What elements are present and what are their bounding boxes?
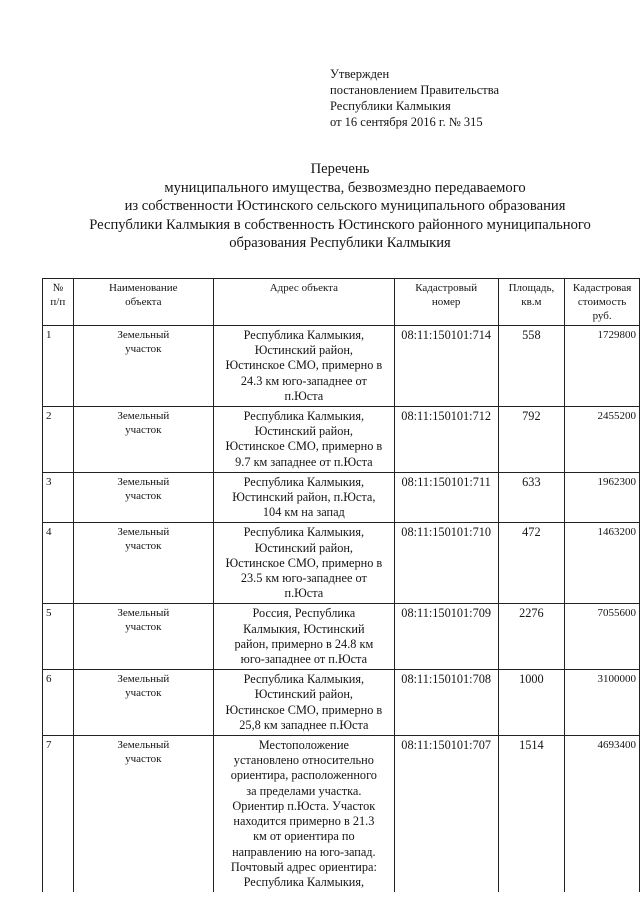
row-address [213,472,394,523]
header-cadastral [394,279,498,326]
table-row [43,472,640,523]
row-cadastral-value: 1729800 [565,326,640,407]
title-line: из собственности Юстинского сельского муниципального образования [124,198,566,214]
row-num: 1 [43,326,74,407]
row-num: 5 [43,604,74,670]
row-address-line: Юстинский район, п.Юста, [232,490,376,505]
row-address-line: за пределами участка. [246,783,362,798]
header-name [73,279,213,326]
row-address-line: 23.5 км юго-западнее от [240,571,367,586]
row-address-line: 25,8 км западнее п.Юста [239,717,369,732]
row-address-line: Ориентир п.Юста. Участок [232,798,376,813]
row-object-name [73,736,213,893]
row-cadastral-number: 08:11:150101:714 [394,326,498,407]
property-table [42,278,640,892]
row-object-name-line: Земельный [117,410,170,423]
approval-line: постановлением Правительства [330,83,500,97]
row-object-name-line: участок [125,540,162,553]
row-object-name-line: участок [125,621,162,634]
row-object-name-line: Земельный [117,673,170,686]
row-address-line: установлено относительно [233,753,374,768]
row-cadastral-number: 08:11:150101:709 [394,604,498,670]
row-area: 2276 [498,604,565,670]
row-address-line: Республика Калмыкия, [243,474,365,489]
row-cadastral-number: 08:11:150101:710 [394,523,498,604]
row-cadastral-number: 08:11:150101:712 [394,407,498,473]
row-address-line: Республика Калмыкия, [243,672,365,687]
row-address [213,670,394,736]
approval-line: Республики Калмыкия [330,99,451,113]
row-address [213,407,394,473]
row-area: 1514 [498,736,565,893]
header-value [565,279,640,326]
row-address-line: Юстинское СМО, примерно в [225,702,383,717]
row-address-line: Республика Калмыкия, [243,328,365,342]
row-object-name-line: Земельный [117,329,170,341]
row-object-name [73,326,213,407]
header-address-line: Адрес объекта [269,282,338,294]
header-num [43,279,74,326]
row-address-line: п.Юста [284,586,324,601]
row-object-name [73,604,213,670]
row-object-name-line: участок [125,753,162,766]
row-area: 1000 [498,670,565,736]
header-num-line: п/п [50,296,66,308]
row-object-name [73,407,213,473]
row-address-line: район, примерно в 24.8 км [234,636,374,651]
row-cadastral-value: 2455200 [565,407,640,473]
row-address-line: ориентира, расположенного [230,768,377,783]
row-object-name-line: Земельный [117,739,170,752]
header-name-line: объекта [125,296,162,308]
approval-line: Утвержден [330,67,390,81]
row-object-name-line: Земельный [117,475,170,488]
row-object-name-line: Земельный [117,607,170,620]
row-address-line: Почтовый адрес ориентира: [230,859,377,874]
header-cadastral-line: номер [431,296,461,308]
document-title [40,160,640,253]
row-object-name-line: участок [125,424,162,437]
title-line: Республики Калмыкия в собственность Юстинского районного муниципального [89,216,591,233]
row-object-name-line: участок [125,489,162,502]
header-area-line: кв.м [521,296,542,308]
header-value-line: Кадастровая [572,282,632,294]
row-area: 472 [498,523,565,604]
row-num: 4 [43,523,74,604]
row-cadastral-number: 08:11:150101:711 [394,472,498,523]
row-address-line: находится примерно в 21.3 [233,814,375,829]
header-address [213,279,394,326]
row-address-line: Местоположение [258,738,350,753]
row-address [213,604,394,670]
header-area [498,279,565,326]
row-object-name [73,670,213,736]
table-row [43,604,640,670]
row-address-line: Юстинский район, [254,343,353,358]
row-cadastral-value: 7055600 [565,604,640,670]
row-object-name-line: Земельный [117,526,170,539]
row-cadastral-number: 08:11:150101:707 [394,736,498,893]
row-address-line: п.Юста [284,388,324,403]
table-row [43,736,640,893]
row-address-line: Республика Калмыкия, [243,409,365,424]
title-line: Перечень [310,161,370,177]
row-address-line: 24.3 км юго-западнее от [240,373,367,388]
row-address [213,523,394,604]
row-address-line: 104 км на запад [262,505,345,520]
table-header-row [43,279,640,326]
header-cadastral-line: Кадастровый [415,282,478,294]
row-num: 6 [43,670,74,736]
row-address-line: Юстинский район, [254,424,353,439]
header-name-line: Наименование [109,282,178,294]
row-area: 792 [498,407,565,473]
row-cadastral-value: 3100000 [565,670,640,736]
row-address [213,736,394,893]
row-object-name-line: участок [125,343,162,355]
header-value-line: стоимость [577,296,627,308]
row-address [213,326,394,407]
row-address-line: Юстинское СМО, примерно в [225,358,383,373]
row-address-line: Юстинский район, [254,540,353,555]
row-address-line: направлению на юго-запад. [232,844,376,859]
row-cadastral-value: 4693400 [565,736,640,893]
row-object-name [73,472,213,523]
row-cadastral-number: 08:11:150101:708 [394,670,498,736]
row-object-name [73,523,213,604]
table-row [43,326,640,407]
row-area: 558 [498,326,565,407]
row-address-line: Юстинское СМО, примерно в [225,439,383,454]
row-address-line: 9.7 км западнее от п.Юста [235,454,373,469]
row-address-line: Калмыкия, Юстинский [243,621,365,636]
row-num: 7 [43,736,74,893]
header-num-line: № [52,282,64,294]
row-address-line: Республика Калмыкия, [243,525,365,540]
row-cadastral-value: 1463200 [565,523,640,604]
row-area: 633 [498,472,565,523]
table-row [43,670,640,736]
row-address-line: Юстинский район, [254,687,353,702]
row-address-line: Юстинское СМО, примерно в [225,555,383,570]
table-row [43,407,640,473]
approval-stamp [330,66,499,130]
approval-line: от 16 сентября 2016 г. № 315 [330,115,483,129]
title-line: образования Республики Калмыкия [229,235,451,251]
row-address-line: км от ориентира по [253,829,355,844]
row-object-name-line: участок [125,687,162,700]
row-cadastral-value: 1962300 [565,472,640,523]
row-address-line: Республика Калмыкия, [243,874,365,889]
header-area-line: Площадь, [508,282,555,294]
row-num: 2 [43,407,74,473]
row-num: 3 [43,472,74,523]
row-address-line: юго-западнее от п.Юста [240,652,368,667]
title-line: муниципального имущества, безвозмездно передаваемого [164,179,526,196]
row-address-line: Россия, Республика [252,606,356,621]
header-value-line: руб. [592,310,612,322]
table-row [43,523,640,604]
